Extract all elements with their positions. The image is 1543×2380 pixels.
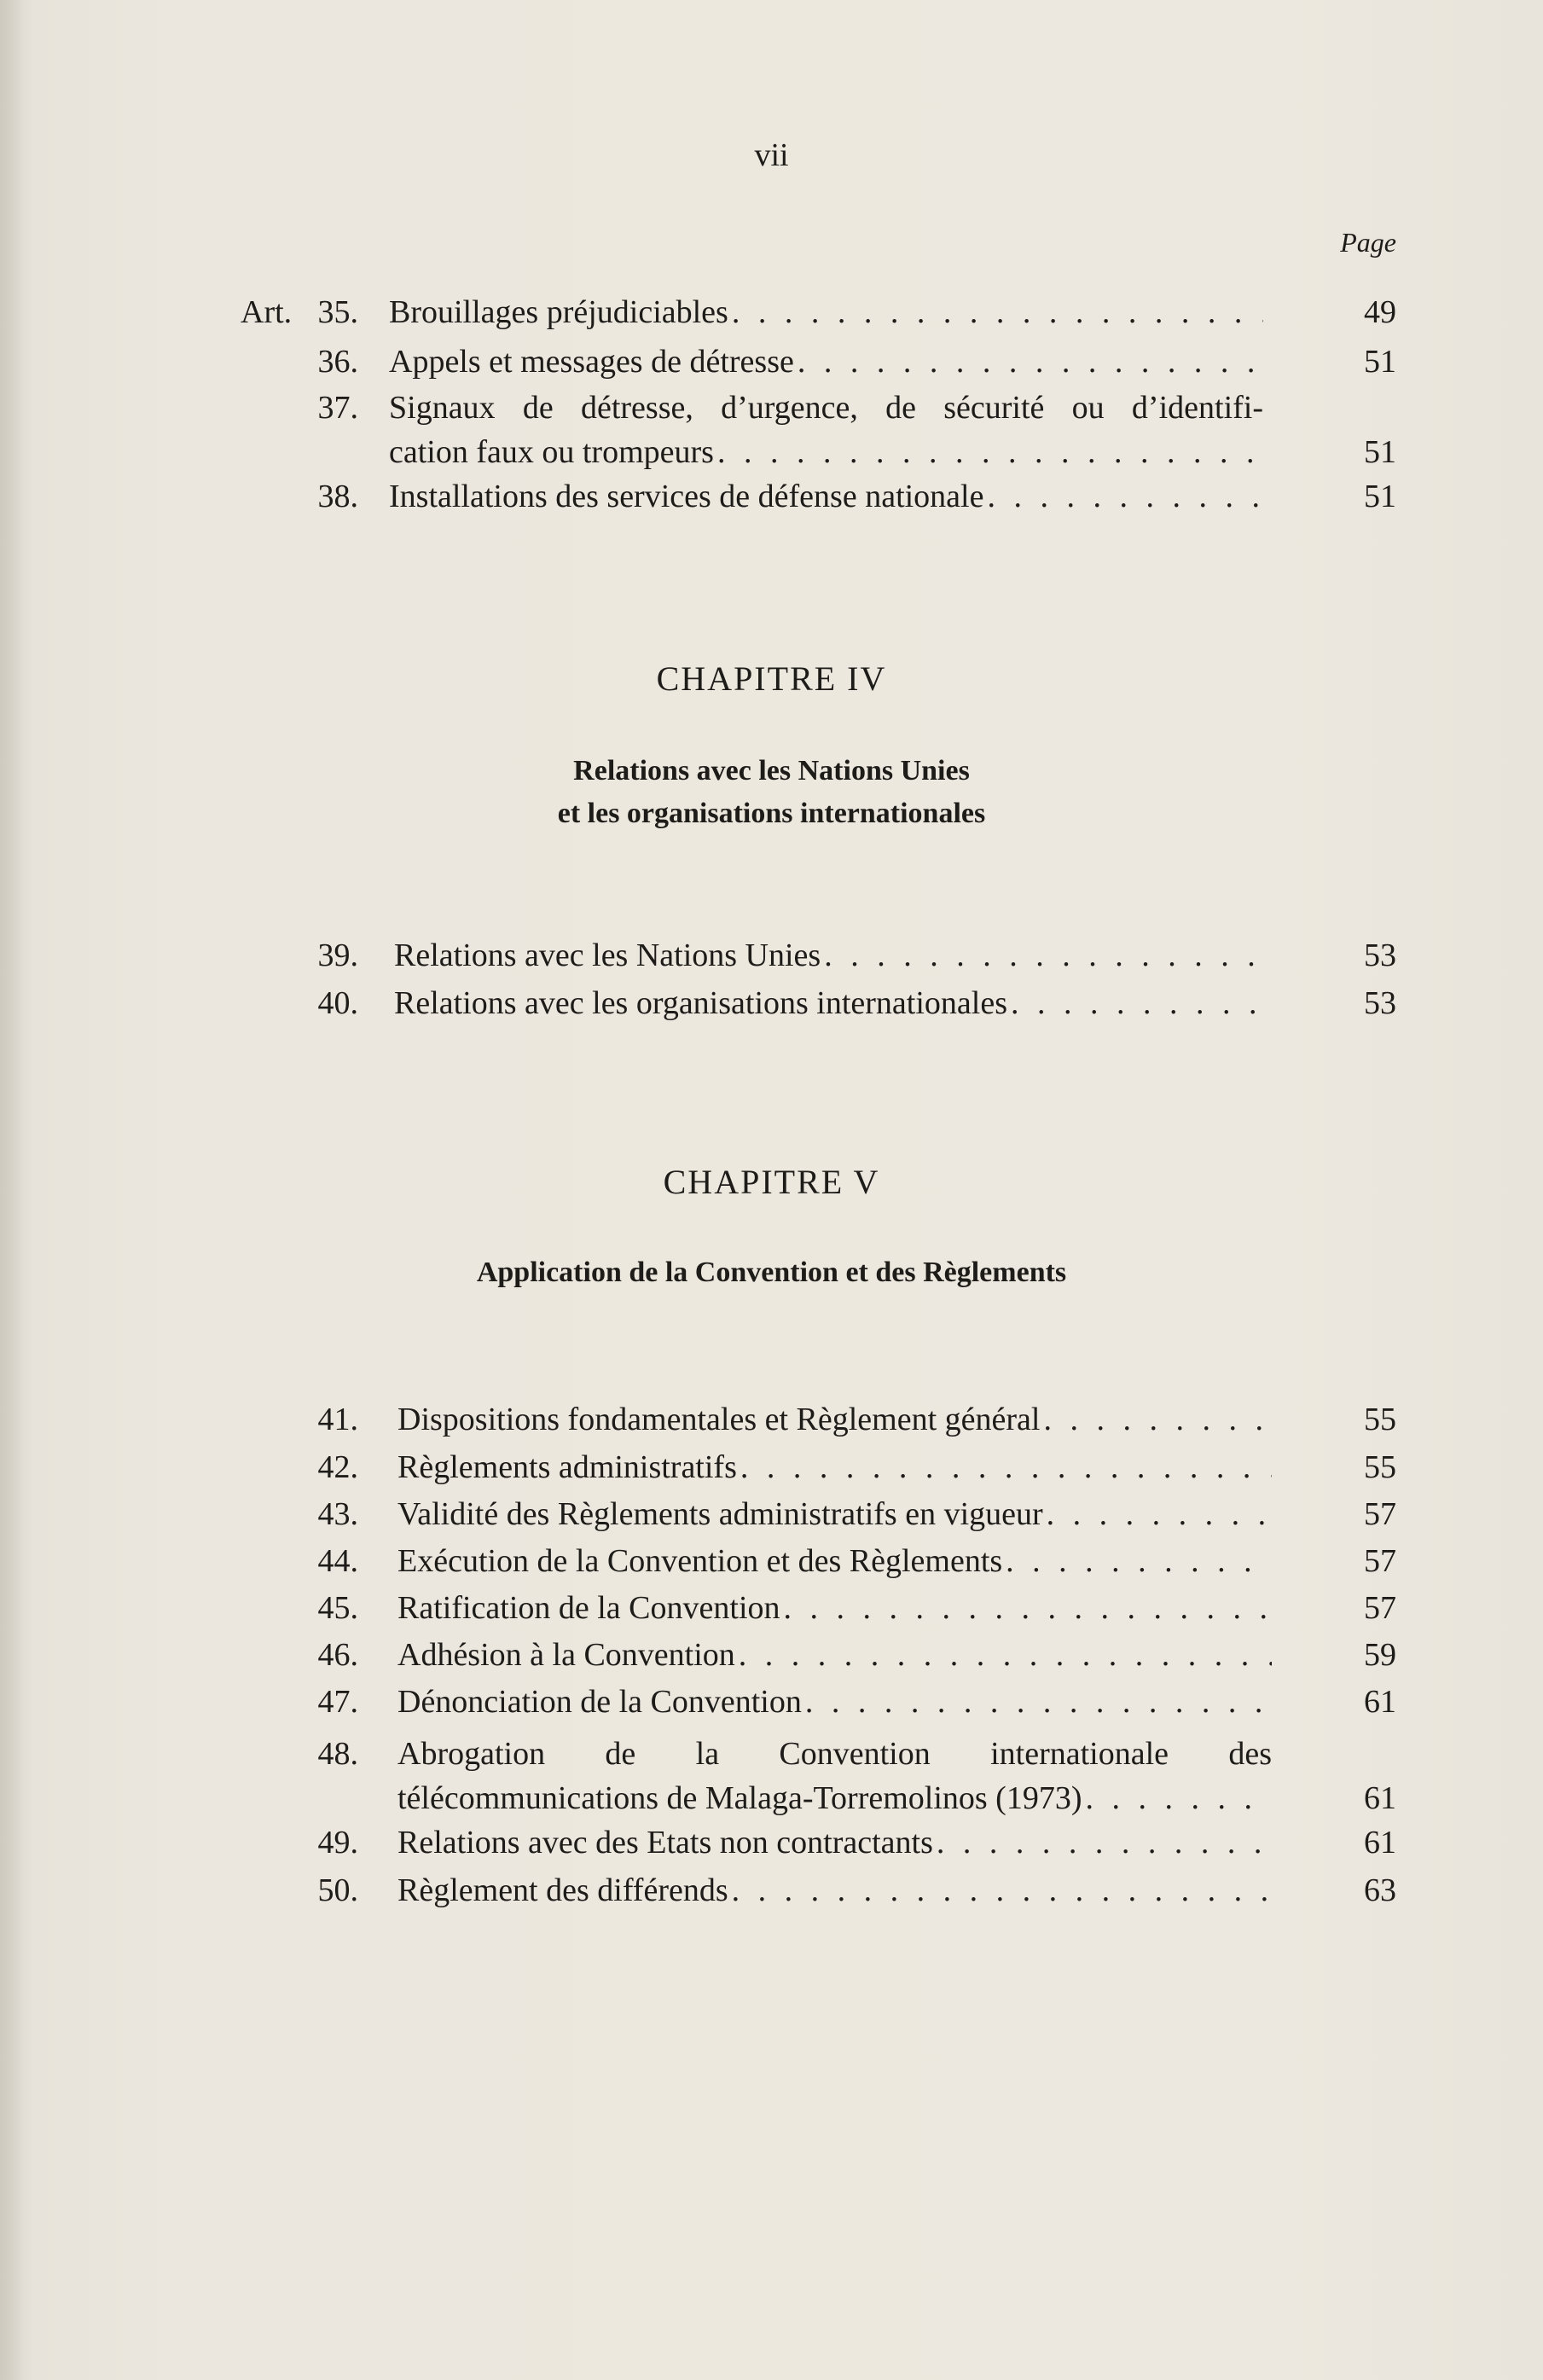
article-number: 48. (317, 1736, 358, 1772)
dot-leader (717, 430, 1263, 474)
article-number: 36. (317, 344, 358, 380)
article-title: Validité des Règlements administratifs en vigueur (397, 1496, 1043, 1532)
page-ref: 51 (1364, 479, 1396, 514)
article-number: 47. (317, 1684, 358, 1720)
dot-leader (784, 1586, 1272, 1630)
article-title: Relations avec les organisations internationales (394, 985, 1007, 1021)
article-number: 45. (317, 1590, 358, 1626)
article-number: 37. (317, 390, 358, 426)
article-number: 43. (317, 1496, 358, 1532)
article-title: Adhésion à la Convention (397, 1637, 735, 1673)
page-ref: 51 (1364, 344, 1396, 380)
article-title-line-2: télécommunications de Malaga-Torremolinos (1973) (397, 1780, 1082, 1816)
chapter-heading-iv: CHAPITRE IV (656, 659, 887, 698)
dot-leader (1006, 1539, 1272, 1583)
article-title: Installations des services de défense nationale (389, 479, 984, 514)
article-number: 35. (317, 294, 358, 330)
article-number: 50. (317, 1872, 358, 1908)
article-number: 46. (317, 1637, 358, 1673)
article-number: 40. (317, 985, 358, 1021)
dot-leader (1047, 1492, 1272, 1536)
article-number: 41. (317, 1402, 358, 1437)
dot-leader (732, 1868, 1272, 1913)
dot-leader (937, 1820, 1272, 1865)
dot-leader (1086, 1776, 1273, 1820)
article-prefix: Art. (241, 294, 293, 330)
dot-leader (1043, 1397, 1272, 1442)
article-title: Relations avec les Nations Unies (394, 937, 821, 973)
dot-leader (805, 1680, 1272, 1724)
article-title: Dispositions fondamentales et Règlement général (397, 1402, 1041, 1437)
article-title: Règlement des différends (397, 1872, 728, 1908)
page-ref: 51 (1364, 434, 1396, 470)
article-number: 42. (317, 1449, 358, 1485)
dot-leader (798, 340, 1263, 384)
article-title: Exécution de la Convention et des Règlements (397, 1543, 1003, 1579)
article-number: 49. (317, 1825, 358, 1860)
page-ref: 53 (1364, 937, 1396, 973)
article-number: 39. (317, 937, 358, 973)
article-title: Règlements administratifs (397, 1449, 737, 1485)
chapter-heading-v: CHAPITRE V (663, 1163, 880, 1201)
page-ref: 63 (1364, 1872, 1396, 1908)
dot-leader (1011, 981, 1268, 1025)
article-title-line-1: Abrogation de la Convention internationale des (397, 1736, 1272, 1772)
dot-leader (987, 474, 1263, 519)
chapter-subtitle-line-2: et les organisations internationales (557, 798, 986, 829)
page-ref: 55 (1364, 1449, 1396, 1485)
dot-leader (739, 1633, 1272, 1677)
article-title: Relations avec des Etats non contractants (397, 1825, 933, 1860)
page-ref: 57 (1364, 1496, 1396, 1532)
article-title: Brouillages préjudiciables (389, 294, 728, 330)
chapter-subtitle-line-1: Relations avec les Nations Unies (573, 755, 970, 787)
article-title-line-1: Signaux de détresse, d’urgence, de sécurité ou d’identifi- (389, 390, 1263, 426)
article-title: Appels et messages de détresse (389, 344, 794, 380)
page-ref: 61 (1364, 1684, 1396, 1720)
page-ref: 57 (1364, 1543, 1396, 1579)
dot-leader (824, 933, 1268, 978)
page-number: vii (754, 137, 789, 173)
page-ref: 55 (1364, 1402, 1396, 1437)
article-number: 38. (317, 479, 358, 514)
article-title: Ratification de la Convention (397, 1590, 780, 1626)
article-number: 44. (317, 1543, 358, 1579)
dot-leader (740, 1445, 1272, 1489)
page-ref: 59 (1364, 1637, 1396, 1673)
page-ref: 49 (1364, 294, 1396, 330)
page-ref: 53 (1364, 985, 1396, 1021)
article-title: Dénonciation de la Convention (397, 1684, 802, 1720)
article-title-line-2: cation faux ou trompeurs (389, 434, 714, 470)
page-ref: 61 (1364, 1780, 1396, 1816)
chapter-subtitle-line-1: Application de la Convention et des Règlements (476, 1257, 1067, 1288)
page-ref: 57 (1364, 1590, 1396, 1626)
page-column-header: Page (1340, 227, 1396, 258)
dot-leader (732, 290, 1263, 334)
page-ref: 61 (1364, 1825, 1396, 1860)
